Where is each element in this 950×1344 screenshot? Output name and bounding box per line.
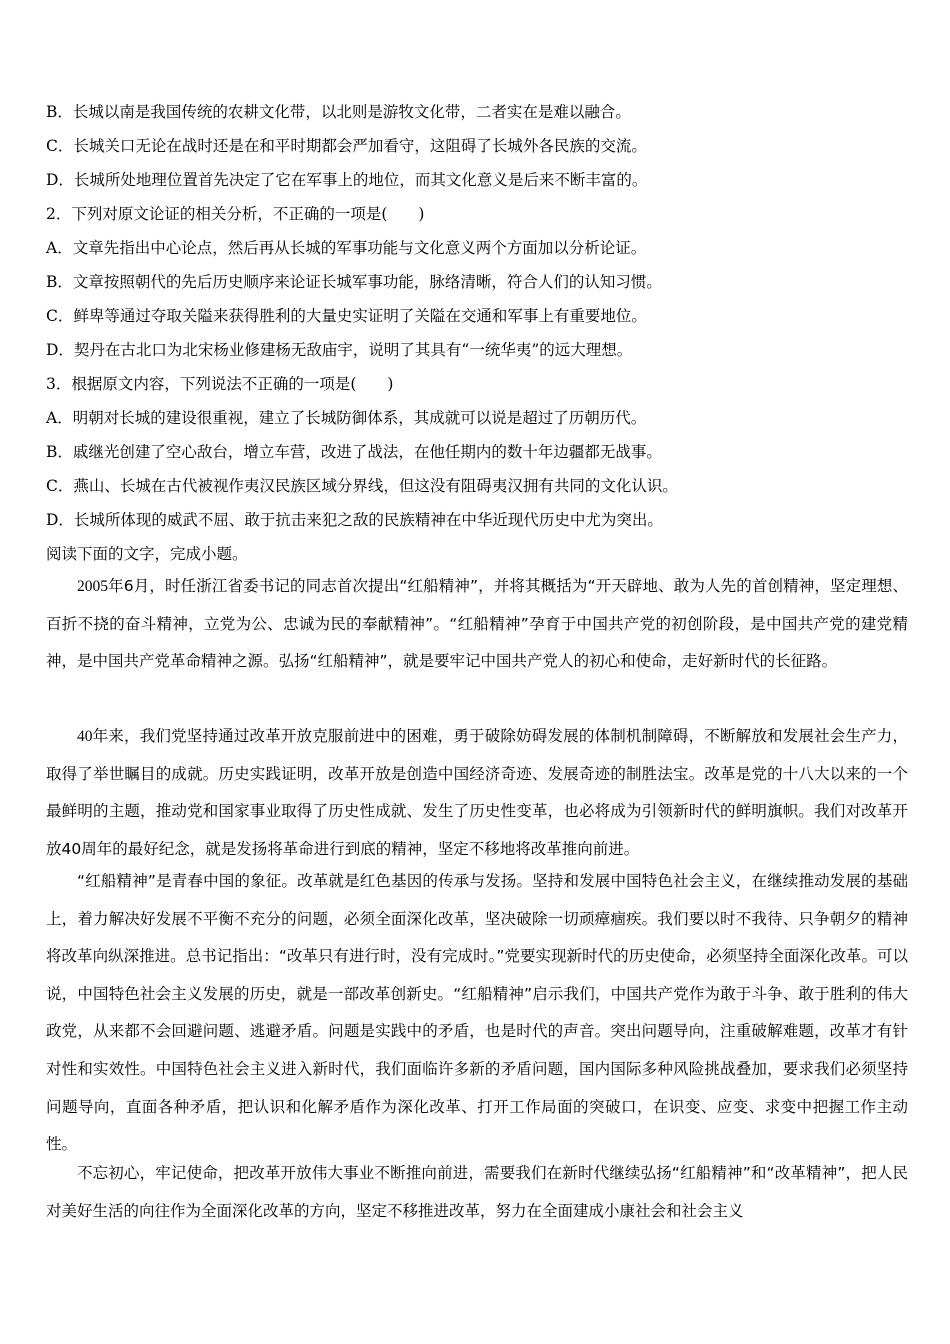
- passage-paragraph-4: 不忘初心，牢记使命，把改革开放伟大事业不断推向前进，需要我们在新时代继续弘扬“红船精神”和“改革精神”，把人民对美好生活的向往作为全面深化改革的方向，坚定不移推进改革，努力在全面建成小康社会和社会主义: [46, 1164, 908, 1220]
- q2-stem: 2．下列对原文论证的相关分析，不正确的一项是( ): [46, 205, 425, 223]
- q2-option-b: B．文章按照朝代的先后历史顺序来论证长城军事功能，脉络清晰，符合人们的认知习惯。: [46, 273, 662, 291]
- reading-instruction: 阅读下面的文字，完成小题。: [46, 545, 248, 563]
- paragraph-1-text: 年6月，时任浙江省委书记的同志首次提出“红船精神”，并将其概括为“开天辟地、敢为人先的首创精神，坚定理想、百折不挠的奋斗精神，立党为公、忠诚为民的奉献精神”。“红船精神”孕育于中国共产党的初创阶段，是中国共产党的建党精神，是中国共产党革命精神之源。弘扬“红船精神”，就是要牢记中国共产党人的初心和使命，走好新时代的长征路。: [46, 577, 908, 671]
- q3-option-c: C．燕山、长城在古代被视作夷汉民族区域分界线，但这没有阻碍夷汉拥有共同的文化认识。: [46, 477, 678, 495]
- q1-option-d: D．长城所处地理位置首先决定了它在军事上的地位，而其文化意义是后来不断丰富的。: [46, 171, 648, 189]
- q3-option-b: B．戚继光创建了空心敌台，增立车营，改进了战法，在他任期内的数十年边疆都无战事。: [46, 443, 662, 461]
- q1-option-c: C．长城关口无论在战时还是在和平时期都会严加看守，这阻碍了长城外各民族的交流。: [46, 137, 647, 155]
- q2-option-c: C．鲜卑等通过夺取关隘来获得胜利的大量史实证明了关隘在交通和军事上有重要地位。: [46, 307, 647, 325]
- paragraph-2-year: 40: [77, 728, 93, 745]
- passage-paragraph-2: [46, 718, 908, 868]
- passage-paragraph-1: [46, 568, 908, 681]
- passage-paragraph-3: “红船精神”是青春中国的象征。改革就是红色基因的传承与发扬。坚持和发展中国特色社会主义，在继续推动发展的基础上，着力解决好发展不平衡不充分的问题，必须全面深化改革，坚决破除一切顽瘴痼疾。我们要以时不我待、只争朝夕的精神将改革向纵深推进。总书记指出：“改革只有进行时，没有完成时。”党要实现新时代的历史使命，必须坚持全面深化改革。可以说，中国特色社会主义发展的历史，就是一部改革创新史。“红船精神”启示我们，中国共产党作为敢于斗争、敢于胜利的伟大政党，从来都不会回避问题、逃避矛盾。问题是实践中的矛盾，也是时代的声音。突出问题导向，注重破解难题，改革才有针对性和实效性。中国特色社会主义进入新时代，我们面临许多新的矛盾问题，国内国际多种风险挑战叠加，要求我们必须坚持问题导向，直面各种矛盾，把认识和化解矛盾作为深化改革、打开工作局面的突破口，在识变、应变、求变中把握工作主动性。: [46, 872, 908, 1154]
- q2-option-d: D．契丹在古北口为北宋杨业修建杨无敌庙宇，说明了其具有“一统华夷”的远大理想。: [46, 341, 633, 359]
- paragraph-2-text: 年来，我们党坚持通过改革开放克服前进中的困难，勇于破除妨碍发展的体制机制障碍，不断解放和发展社会生产力，取得了举世瞩目的成就。历史实践证明，改革开放是创造中国经济奇迹、发展奇迹的制胜法宝。改革是党的十八大以来的一个最鲜明的主题，推动党和国家事业取得了历史性成就、发生了历史性变革，也必将成为引领新时代的鲜明旗帜。我们对改革开放40周年的最好纪念，就是发扬将革命进行到底的精神，坚定不移地将改革推向前进。: [46, 727, 908, 858]
- q3-stem: 3．根据原文内容，下列说法不正确的一项是( ): [46, 375, 394, 393]
- q1-option-b: B．长城以南是我国传统的农耕文化带，以北则是游牧文化带，二者实在是难以融合。: [46, 103, 631, 121]
- paragraph-1-year: 2005: [77, 578, 108, 595]
- q2-option-a: A．文章先指出中心论点，然后再从长城的军事功能与文化意义两个方面加以分析论证。: [46, 239, 647, 257]
- q3-option-a: A．明朝对长城的建设很重视，建立了长城防御体系，其成就可以说是超过了历朝历代。: [46, 409, 647, 427]
- q3-option-d: D．长城所体现的威武不屈、敢于抗击来犯之敌的民族精神在中华近现代历史中尤为突出。: [46, 511, 663, 529]
